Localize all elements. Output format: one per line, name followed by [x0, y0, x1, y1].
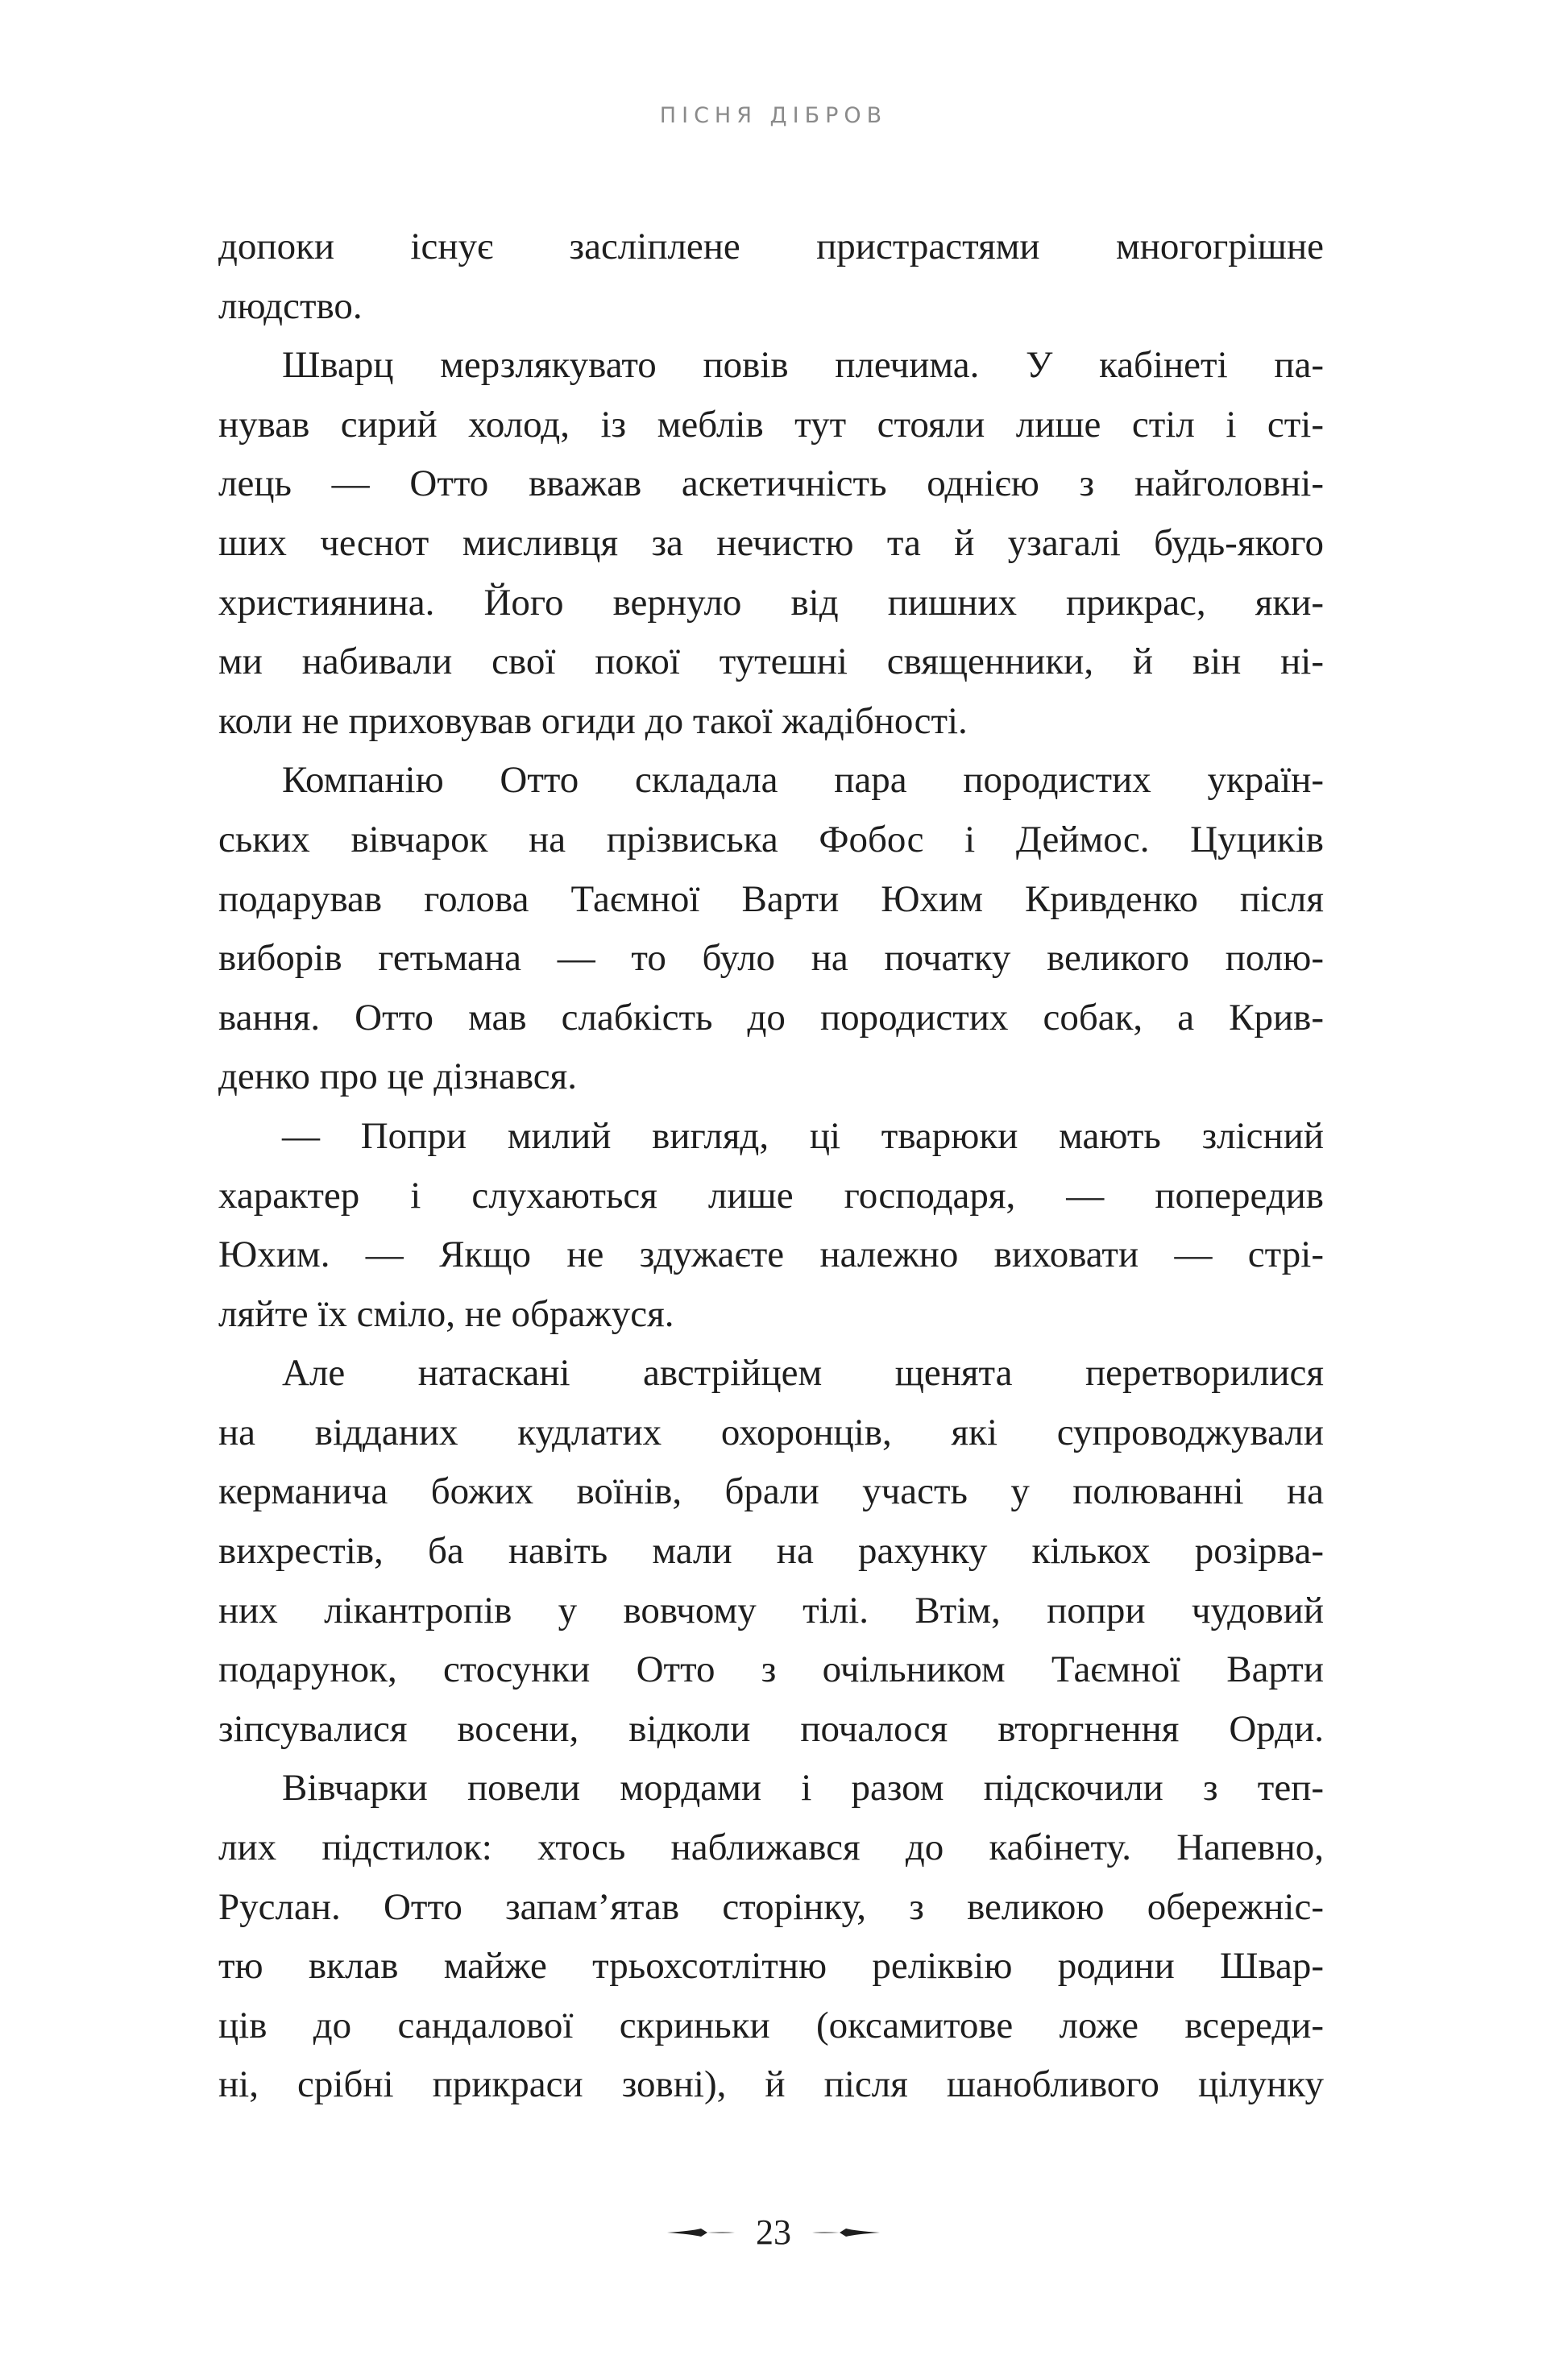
text-line: подарунок, стосунки Отто з очільником Таємної Варти: [218, 1648, 1324, 1691]
text-line: лець — Отто вважав аскетичність однією з найголовні-: [218, 462, 1324, 505]
text-line: ляйте їх сміло, не ображуся.: [218, 1292, 674, 1335]
text-line: них лікантропів у вовчому тілі. Втім, попри чудовий: [218, 1589, 1324, 1632]
text-line: виборів гетьмана — то було на початку великого полю-: [218, 937, 1324, 980]
text-line: Вівчарки повели мордами і разом підскочили з теп-: [282, 1767, 1324, 1810]
text-line: ців до сандалової скриньки (оксамитове ложе всереди-: [218, 2004, 1324, 2046]
text-line: ших чеснот мисливця за нечистю та й узагалі будь-якого: [218, 521, 1324, 564]
text-line: Руслан. Отто запам’ятав сторінку, з великою обережніс-: [218, 1885, 1324, 1928]
text-line: лих підстилок: хтось наближався до кабінету. Напевно,: [218, 1826, 1324, 1869]
running-header: ПІСНЯ ДІБРОВ: [659, 103, 888, 128]
right-ornament-icon: [812, 2227, 880, 2238]
text-line: на відданих кудлатих охоронців, які супроводжували: [218, 1411, 1324, 1453]
body-text: [218, 218, 1324, 2115]
text-line: ських вівчарок на прізвиська Фобос і Деймос. Цуциків: [218, 818, 1324, 860]
text-line: керманича божих воїнів, брали участь у полюванні на: [218, 1470, 1324, 1513]
text-line: вання. Отто мав слабкість до породистих собак, а Крив-: [218, 996, 1324, 1039]
text-line: нував сирий холод, із меблів тут стояли лише стіл і сті-: [218, 403, 1324, 446]
text-line: денко про це дізнався.: [218, 1055, 577, 1098]
text-line: Юхим. — Якщо не здужаєте належно виховати — стрі-: [218, 1234, 1324, 1276]
text-line: зіпсувалися восени, відколи почалося вторгнення Орди.: [218, 1707, 1324, 1750]
text-line: — Попри милий вигляд, ці тварюки мають злісний: [282, 1114, 1324, 1157]
page-number: 23: [756, 2212, 791, 2252]
text-line: Шварц мерзлякувато повів плечима. У кабінеті па-: [282, 344, 1324, 387]
text-line: людство.: [218, 284, 363, 327]
text-line: допоки існує засліплене пристрастями многогрішне: [218, 226, 1324, 267]
text-line: ні, срібні прикраси зовні), й після шанобливого цілунку: [218, 2063, 1324, 2106]
text-line: християнина. Його вернуло від пишних прикрас, яки-: [218, 581, 1324, 624]
page-footer: [0, 2212, 1547, 2253]
text-line: ми набивали свої покої тутешні священники, й він ні-: [218, 641, 1324, 683]
left-ornament-icon: [667, 2227, 735, 2238]
text-line: вихрестів, ба навіть мали на рахунку кількох розірва-: [218, 1530, 1324, 1573]
text-line: подарував голова Таємної Варти Юхим Кривденко після: [218, 877, 1324, 920]
text-line: Компанію Отто складала пара породистих україн-: [282, 759, 1324, 802]
text-line: характер і слухаються лише господаря, — попередив: [218, 1174, 1324, 1217]
text-line: тю вклав майже трьохсотлітню реліквію родини Швар-: [218, 1945, 1324, 1988]
text-line: Але натаскані австрійцем щенята перетворилися: [282, 1352, 1324, 1395]
text-line: коли не приховував огиди до такої жадібності.: [218, 699, 968, 742]
